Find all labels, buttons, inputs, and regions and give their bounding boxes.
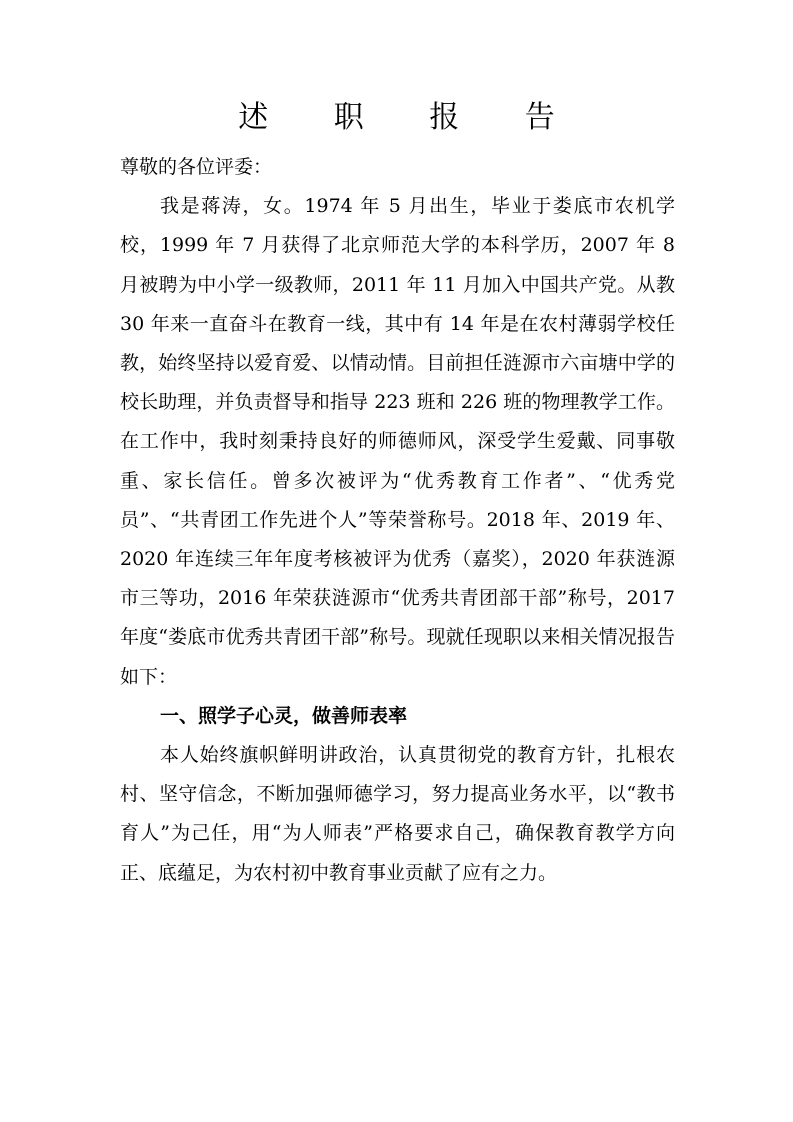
salutation: 尊敬的各位评委： [120, 156, 273, 178]
intro-paragraph: 我是蒋涛，女。1974 年 5 月出生，毕业于娄底市农机学校，1999 年 7 月获得了北京师范大学的本科学历，2007 年 8 月被聘为中小学一级教师，2011 年 11 月加入中国共产党。从教 30 年来一直奋斗在教育一线，其中有 14 年是在农村薄弱学校任教，始终坚持以爱育爱、以情动情。目前担任涟源市六亩塘中学的校长助理，并负责督导和指导 223 班和 226 班的物理教学工作。在工作中，我时刻秉持良好的师德师风，深受学生爱戴、同事敬重、家长信任。曾多次被评为“优秀教育工作者”、“优秀党员”、“共青团工作先进个人”等荣誉称号。2018 年、2019 年、2020 年连续三年年度考核被评为优秀（嘉奖），2020 年获涟源市三等功，2016 年荣获涟源市“优秀共青团部干部”称号，2017 年度“娄底市优秀共青团干部”称号。现就任现职以来相关情况报告如下： [120, 195, 675, 688]
document-title: 述 职 报 告 [238, 100, 583, 135]
document-body [120, 148, 675, 893]
section-1-paragraph: 本人始终旗帜鲜明讲政治，认真贯彻党的教育方针，扎根农村、坚守信念，不断加强师德学习，努力提高业务水平，以“教书育人”为己任，用“为人师表”严格要求自己，确保教育教学方向正、底蕴足，为农村初中教育事业贡献了应有之力。 [120, 744, 675, 884]
section-heading-1: 一、照学子心灵，做善师表率 [160, 704, 408, 727]
